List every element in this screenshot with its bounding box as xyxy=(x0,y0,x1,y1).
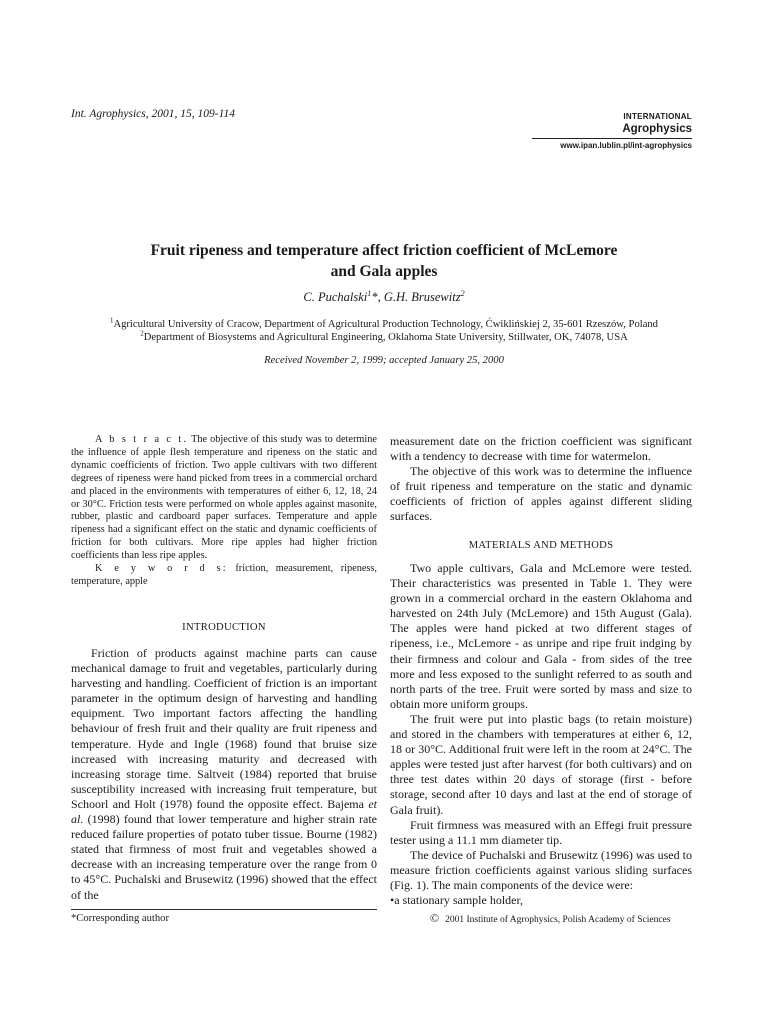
copyright-symbol: © xyxy=(430,911,440,925)
journal-url: www.ipan.lublin.pl/int-agrophysics xyxy=(560,141,692,150)
intro-text-a: Friction of products against machine parts can cause mechanical damage to fruit and vegetables, particularly during harvesting and handling. Coefficient of friction is an important parameter in the optimum design of harvesting and handling equipment. Two important factors affecting the handling behaviour of fresh fruit and their quality are fruit ripeness and temperature. Hyde and Ingle (1968) found that bruise size increased with increasing maturity and decreased with increasing storage time. Saltveit (1984) reported that bruise susceptibility increased with increasing fruit temperature, but Schoorl and Holt (1978) found the opposite effect. Bajema xyxy=(71,646,377,811)
author2-affil-mark: 2 xyxy=(460,288,465,298)
materials-methods-heading: MATERIALS AND METHODS xyxy=(468,540,614,551)
introduction-paragraph xyxy=(71,646,377,903)
introduction-body xyxy=(71,646,377,903)
keywords-text: friction, measurement, ripeness, temperature, apple xyxy=(71,563,378,587)
affiliation-2 xyxy=(40,331,728,344)
keywords-label: K e y w o r d s: xyxy=(95,563,228,575)
author-puchalski: C. Puchalski xyxy=(303,290,368,304)
received-dates: Received November 2, 1999; accepted January 25, 2000 xyxy=(264,355,504,366)
affil1-mark: 1 xyxy=(110,317,114,325)
mm-paragraph-4: The device of Puchalski and Brusewitz (1996) was used to measure friction coefficients against various sliding surfaces (Fig. 1). The main components of the device were: xyxy=(390,847,692,892)
keywords-paragraph xyxy=(71,563,377,589)
intro-text-b: (1998) found that lower temperature and higher strain rate reduced failure properties of potato tuber tissue. Bourne (1982) stated that firmness of most fruit and vegetables showed a decrease with an increasing temperature over the range from 0 to 45°C. Puchalski and Brusewitz (1996) showed that the effect of the xyxy=(71,812,377,902)
brand-divider xyxy=(532,138,692,139)
abstract-text: The objective of this study was to determine the influence of apple flesh temperature and ripeness on the static and dynamic coefficients of friction. Two apple cultivars with two different degrees of ripeness were hand picked from trees in a commercial orchard and placed in the environments with temperatures of either 6, 12, 18, 24 or 30°C. Friction tests were performed on whole apples against masonite, rubber, plastic and cardboard paper surfaces. Temperature and apple ripeness had a significant effect on the static and dynamic coefficients of friction for both cultivars. More ripe apples had higher friction coefficients than less ripe apples. xyxy=(71,434,377,562)
paper-title xyxy=(80,240,688,282)
materials-methods-body xyxy=(390,561,692,908)
bullet-item: •a stationary sample holder, xyxy=(390,893,524,908)
introduction-heading: INTRODUCTION xyxy=(182,622,266,633)
author-brusewitz: G.H. Brusewitz xyxy=(383,290,461,304)
author1-affil-mark: 1 xyxy=(367,288,372,298)
copyright-notice xyxy=(430,911,670,926)
mm-paragraph-2: The fruit were put into plastic bags (to retain moisture) and stored in the chambers with temperatures at either 6, 12, 18 or 30°C. Additional fruit were left in the room at 24°C. The apples were tested just after harvest (for both cultivars) and on three test dates within 20 days of storage (first - before storage, second after 10 days and last at the end of storage of Gala fruit). xyxy=(390,711,692,817)
abstract xyxy=(71,434,377,589)
affiliation-1 xyxy=(40,318,728,331)
mm-paragraph-1: Two apple cultivars, Gala and McLemore were tested. Their characteristics was presented in Table 1. They were grown in a commercial orchard in the eastern Oklahoma and harvested on 24th July (McLemore) and 15th August (Gala). The apples were hand picked at two different stages of ripeness, i.e., McLemore - as unripe and ripe fruit indging by their firmness and colour and Gala - from sides of the tree more and less exposed to the sunlight referred to as south and north parts of the tree. Fruit were sorted by mass and size to obtain more uniform groups. xyxy=(390,561,692,711)
journal-reference: Int. Agrophysics, 2001, 15, 109-114 xyxy=(71,108,235,120)
brand-international: INTERNATIONAL xyxy=(623,112,692,121)
objective-paragraph: The objective of this work was to determine the influence of fruit ripeness and temperature on the static and dynamic coefficients of friction of apples against different sliding surfaces. xyxy=(390,464,692,524)
mm-paragraph-3: Fruit firmness was measured with an Effegi fruit pressure tester using a 11.1 mm diameter tip. xyxy=(390,817,692,847)
brand-agrophysics: Agrophysics xyxy=(622,123,692,135)
affil2-mark: 2 xyxy=(140,330,144,338)
continued-paragraph: measurement date on the friction coefficient was significant with a tendency to decrease with time for watermelon. xyxy=(390,434,692,464)
footnote-divider xyxy=(71,909,377,910)
title-line-1: Fruit ripeness and temperature affect friction coefficient of McLemore xyxy=(150,242,618,259)
intro-et-al: et al. xyxy=(71,796,377,827)
corresponding-author-note: *Corresponding author xyxy=(71,913,169,924)
abstract-label: A b s t r a c t. xyxy=(95,434,189,445)
copyright-text: 2001 Institute of Agrophysics, Polish Academy of Sciences xyxy=(445,915,671,925)
author-list xyxy=(0,290,768,305)
right-column-top xyxy=(390,434,692,525)
affil2-text: Department of Biosystems and Agricultural Engineering, Oklahoma State University, Stillwater, OK, 74078, USA xyxy=(143,332,628,343)
title-line-2: and Gala apples xyxy=(330,263,438,280)
journal-brand xyxy=(622,112,692,136)
affil1-text: Agricultural University of Cracow, Department of Agricultural Production Technology, Ćwiklińskiej 2, 35-601 Rzeszów, Poland xyxy=(113,319,658,330)
abstract-paragraph xyxy=(71,434,377,563)
corresponding-star: *, xyxy=(371,290,384,304)
